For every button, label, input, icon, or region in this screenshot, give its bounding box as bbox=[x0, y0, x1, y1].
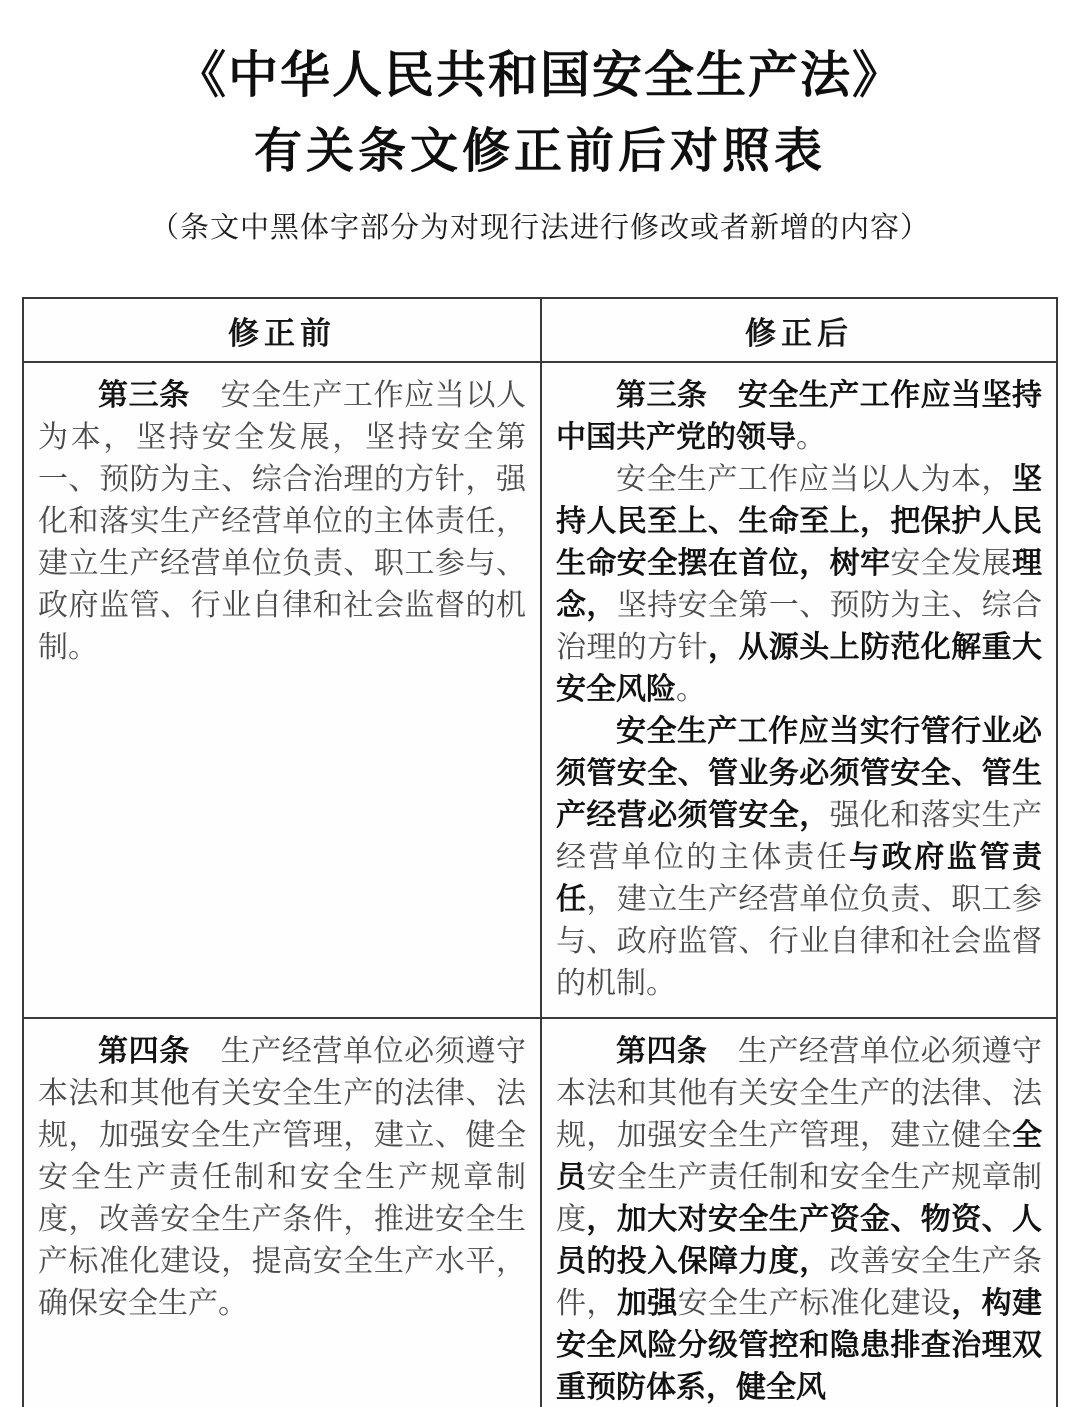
original-text-run: ，建立生产经营单位负责、职工参与、政府监管、行业自律和社会监督的机制。 bbox=[556, 882, 1043, 1001]
original-text-run: 生产经营单位必须遵守本法和其他有关安全生产的法律、法规，加强安全生产管理，建立、健全安全生产责任制和安全生产规章制度，改善安全生产条件，推进安全生产标准化建设，提高安全生产水平，确保安全生产。 bbox=[38, 1034, 527, 1321]
paragraph bbox=[38, 375, 526, 669]
original-text-run: 安全生产责任制和安全生产规章制度 bbox=[556, 1160, 1043, 1237]
paragraph bbox=[556, 1031, 1042, 1407]
cell-article-4-after bbox=[540, 1019, 1056, 1407]
original-text-run: 安全生产工作应当以人为本， bbox=[616, 462, 1012, 497]
paragraph bbox=[556, 459, 1042, 711]
amended-text-run: ，从源头上防范化解重大安全风险 bbox=[556, 630, 1042, 707]
document-title-line1: 《中华人民共和国安全生产法》 bbox=[176, 45, 904, 104]
original-text-run: 。 bbox=[676, 672, 706, 707]
document-title-line2: 有关条文修正前后对照表 bbox=[253, 123, 826, 179]
paragraph bbox=[38, 1031, 526, 1325]
document-note: （条文中黑体字部分为对现行法进行修改或者新增的内容） bbox=[149, 210, 930, 244]
paragraph bbox=[556, 711, 1042, 1005]
amended-text-run: 与政府监管责任 bbox=[556, 840, 1043, 917]
original-text-run: 安全生产工作应当以人为本，坚持安全发展，坚持安全第一、预防为主、综合治理的方针，强化和落实生产经营单位的主体责任，建立生产经营单位负责、职工参与、政府监管、行业自律和社会监督的机制。 bbox=[38, 378, 527, 665]
original-text-run: 安全发展 bbox=[890, 546, 1013, 581]
table-row-article-3 bbox=[24, 363, 1056, 1017]
comparison-table bbox=[22, 297, 1058, 1407]
amended-text-run: 第四条 bbox=[616, 1034, 708, 1069]
amended-text-run: 第三条 bbox=[98, 378, 190, 413]
original-text-run: 安全生产标准化建设 bbox=[677, 1286, 952, 1321]
paragraph bbox=[556, 375, 1042, 459]
original-text-run: 。 bbox=[796, 420, 826, 455]
column-header-after-amendment: 修正后 bbox=[540, 299, 1056, 361]
amended-text-run: 安全生产工作应当实行管行业必须管安全、管业务必须管安全、管生产经营必须管安全， bbox=[556, 714, 1042, 833]
amended-text-run: 理念， bbox=[556, 546, 1043, 623]
amended-text-run: 第四条 bbox=[98, 1034, 190, 1069]
cell-article-3-before bbox=[24, 363, 540, 1017]
original-text-run: 改善安全生产条件， bbox=[556, 1244, 1043, 1321]
cell-article-4-before bbox=[24, 1019, 540, 1407]
table-row-article-4 bbox=[24, 1017, 1056, 1407]
amended-text-run: 第三条 安全生产工作应当坚持中国共产党的领导 bbox=[556, 378, 1042, 455]
amended-text-run: 加强 bbox=[616, 1286, 678, 1321]
cell-article-3-after bbox=[540, 363, 1056, 1017]
original-text-run: 生产经营单位必须遵守本法和其他有关安全生产的法律、法规，加强安全生产管理，建立健全 bbox=[556, 1034, 1043, 1153]
original-text-run: 坚持安全第一、预防为主、综合治理的方针 bbox=[556, 588, 1043, 665]
amended-text-run: 全员 bbox=[556, 1118, 1042, 1195]
amended-text-run: ，构建安全风险分级管控和隐患排查治理双重预防体系，健全风 bbox=[556, 1286, 1043, 1405]
original-text-run: 强化和落实生产经营单位的主体责任 bbox=[556, 798, 1043, 875]
comparison-table-header-row bbox=[24, 299, 1056, 363]
column-header-before-amendment: 修正前 bbox=[228, 315, 336, 352]
amended-text-run: 坚持人民至上、生命至上，把保护人民生命安全摆在首位，树牢 bbox=[556, 462, 1042, 581]
amended-text-run: ，加大对安全生产资金、物资、人员的投入保障力度， bbox=[556, 1202, 1043, 1279]
